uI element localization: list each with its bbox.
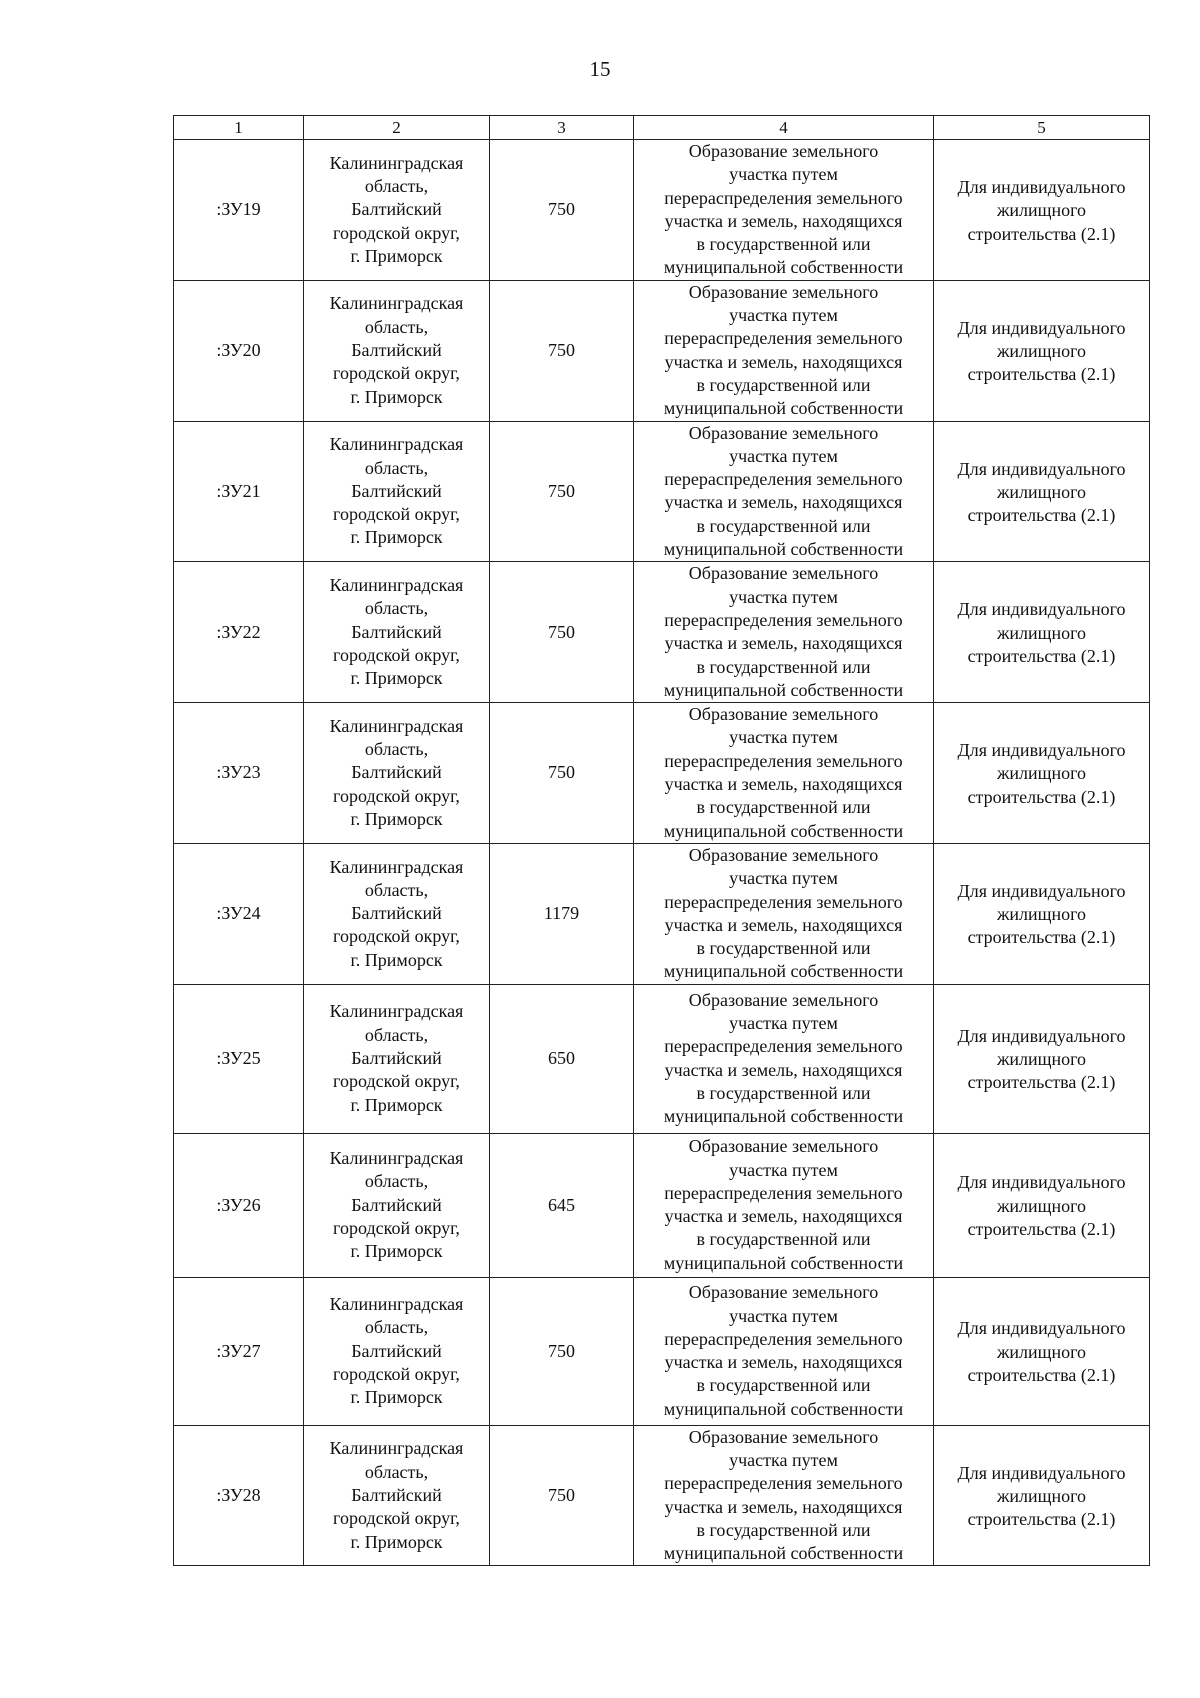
- area-cell: 1179: [490, 843, 634, 984]
- formation-method-cell: Образование земельного участка путем перераспределения земельного участка и земель, находящихся в государственной или муниципальной собственности: [634, 703, 934, 844]
- table-row: [174, 703, 1150, 844]
- plot-id-cell: :ЗУ28: [174, 1425, 304, 1566]
- formation-method-cell: Образование земельного участка путем перераспределения земельного участка и земель, находящихся в государственной или муниципальной собственности: [634, 984, 934, 1133]
- page-number: 15: [589, 57, 611, 81]
- formation-method-cell: Образование земельного участка путем перераспределения земельного участка и земель, находящихся в государственной или муниципальной собственности: [634, 562, 934, 703]
- area-cell: 645: [490, 1133, 634, 1277]
- table-row: [174, 1425, 1150, 1566]
- permitted-use-cell: Для индивидуального жилищного строительства (2.1): [934, 280, 1150, 421]
- address-cell: Калининградская область, Балтийский городской округ, г. Приморск: [304, 562, 490, 703]
- permitted-use-cell: Для индивидуального жилищного строительства (2.1): [934, 984, 1150, 1133]
- plot-id-cell: :ЗУ20: [174, 280, 304, 421]
- column-number-row: [174, 116, 1150, 140]
- formation-method-cell: Образование земельного участка путем перераспределения земельного участка и земель, находящихся в государственной или муниципальной собственности: [634, 1133, 934, 1277]
- permitted-use-cell: Для индивидуального жилищного строительства (2.1): [934, 1277, 1150, 1425]
- plot-id-cell: :ЗУ21: [174, 421, 304, 562]
- area-cell: 750: [490, 1277, 634, 1425]
- table-row: [174, 280, 1150, 421]
- column-number-cell: 5: [934, 116, 1150, 140]
- land-plots-table: [173, 115, 1150, 1566]
- address-cell: Калининградская область, Балтийский городской округ, г. Приморск: [304, 703, 490, 844]
- permitted-use-cell: Для индивидуального жилищного строительства (2.1): [934, 562, 1150, 703]
- permitted-use-cell: Для индивидуального жилищного строительства (2.1): [934, 843, 1150, 984]
- plot-id-cell: :ЗУ26: [174, 1133, 304, 1277]
- table-row: [174, 421, 1150, 562]
- area-cell: 750: [490, 280, 634, 421]
- plot-id-cell: :ЗУ24: [174, 843, 304, 984]
- permitted-use-cell: Для индивидуального жилищного строительства (2.1): [934, 703, 1150, 844]
- permitted-use-cell: Для индивидуального жилищного строительства (2.1): [934, 140, 1150, 281]
- table-row: [174, 1277, 1150, 1425]
- address-cell: Калининградская область, Балтийский городской округ, г. Приморск: [304, 140, 490, 281]
- area-cell: 750: [490, 703, 634, 844]
- formation-method-cell: Образование земельного участка путем перераспределения земельного участка и земель, находящихся в государственной или муниципальной собственности: [634, 1425, 934, 1566]
- permitted-use-cell: Для индивидуального жилищного строительства (2.1): [934, 421, 1150, 562]
- address-cell: Калининградская область, Балтийский городской округ, г. Приморск: [304, 1425, 490, 1566]
- plot-id-cell: :ЗУ27: [174, 1277, 304, 1425]
- area-cell: 750: [490, 562, 634, 703]
- formation-method-cell: Образование земельного участка путем перераспределения земельного участка и земель, находящихся в государственной или муниципальной собственности: [634, 421, 934, 562]
- permitted-use-cell: Для индивидуального жилищного строительства (2.1): [934, 1133, 1150, 1277]
- formation-method-cell: Образование земельного участка путем перераспределения земельного участка и земель, находящихся в государственной или муниципальной собственности: [634, 1277, 934, 1425]
- column-number-cell: 2: [304, 116, 490, 140]
- table-row: [174, 984, 1150, 1133]
- column-number-cell: 4: [634, 116, 934, 140]
- column-number-cell: 3: [490, 116, 634, 140]
- permitted-use-cell: Для индивидуального жилищного строительства (2.1): [934, 1425, 1150, 1566]
- area-cell: 750: [490, 1425, 634, 1566]
- table-row: [174, 562, 1150, 703]
- plot-id-cell: :ЗУ19: [174, 140, 304, 281]
- formation-method-cell: Образование земельного участка путем перераспределения земельного участка и земель, находящихся в государственной или муниципальной собственности: [634, 140, 934, 281]
- address-cell: Калининградская область, Балтийский городской округ, г. Приморск: [304, 984, 490, 1133]
- address-cell: Калининградская область, Балтийский городской округ, г. Приморск: [304, 280, 490, 421]
- column-number-cell: 1: [174, 116, 304, 140]
- plot-id-cell: :ЗУ23: [174, 703, 304, 844]
- area-cell: 650: [490, 984, 634, 1133]
- plot-id-cell: :ЗУ25: [174, 984, 304, 1133]
- table-row: [174, 140, 1150, 281]
- formation-method-cell: Образование земельного участка путем перераспределения земельного участка и земель, находящихся в государственной или муниципальной собственности: [634, 280, 934, 421]
- address-cell: Калининградская область, Балтийский городской округ, г. Приморск: [304, 1277, 490, 1425]
- address-cell: Калининградская область, Балтийский городской округ, г. Приморск: [304, 843, 490, 984]
- area-cell: 750: [490, 421, 634, 562]
- area-cell: 750: [490, 140, 634, 281]
- formation-method-cell: Образование земельного участка путем перераспределения земельного участка и земель, находящихся в государственной или муниципальной собственности: [634, 843, 934, 984]
- plot-id-cell: :ЗУ22: [174, 562, 304, 703]
- address-cell: Калининградская область, Балтийский городской округ, г. Приморск: [304, 421, 490, 562]
- table-row: [174, 843, 1150, 984]
- address-cell: Калининградская область, Балтийский городской округ, г. Приморск: [304, 1133, 490, 1277]
- table-row: [174, 1133, 1150, 1277]
